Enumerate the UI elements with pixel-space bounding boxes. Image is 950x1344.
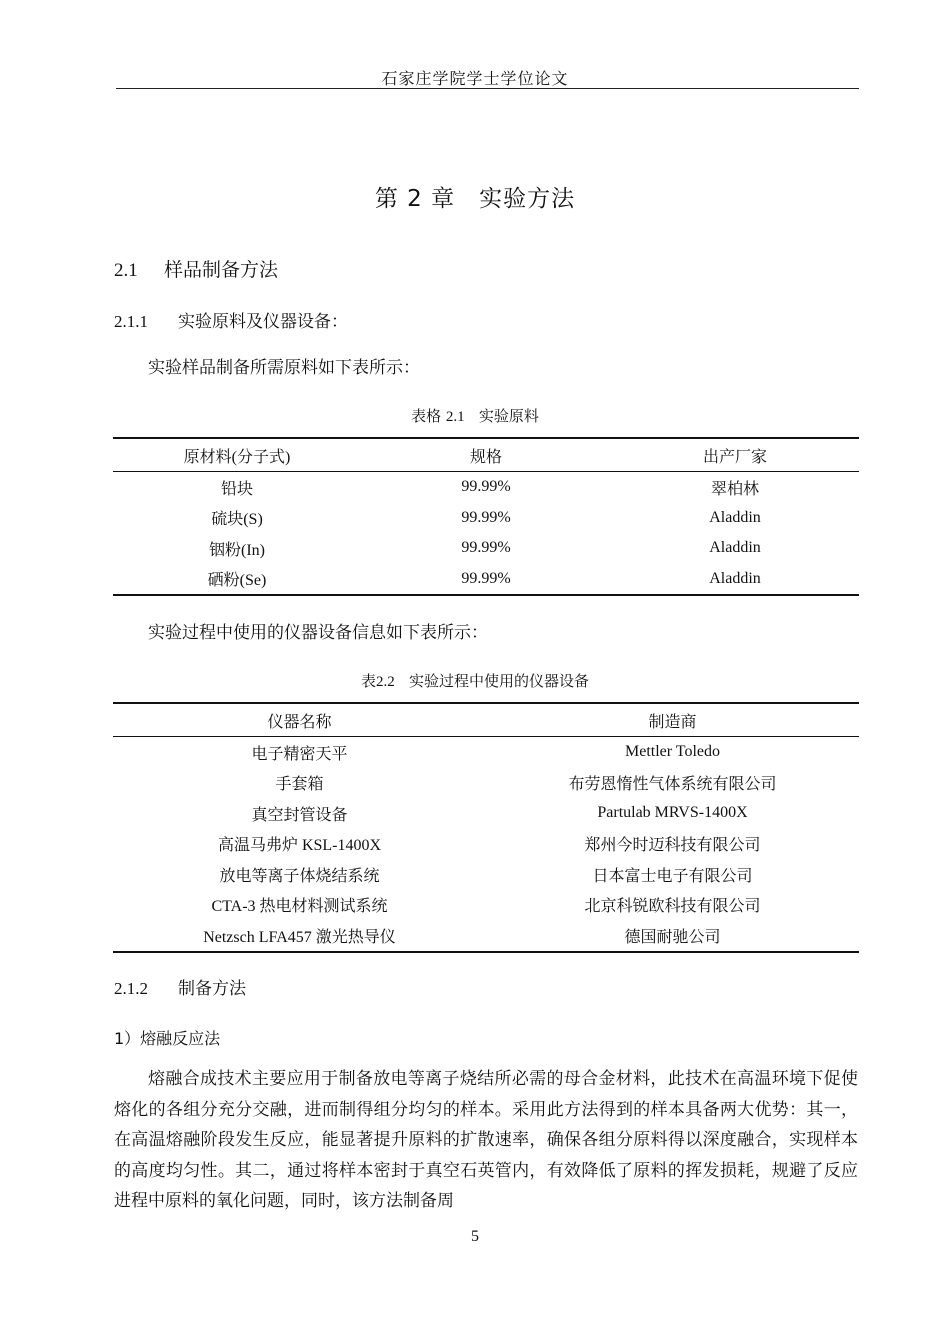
caption-number: 2.1 bbox=[445, 409, 465, 425]
table-cell: Aladdin bbox=[709, 539, 761, 557]
table-header-row bbox=[113, 438, 859, 472]
table-cell: 郑州今时迈科技有限公司 bbox=[584, 837, 761, 855]
table-cell: 铟粉(In) bbox=[209, 541, 265, 559]
section-heading-2-1-1 bbox=[114, 307, 348, 332]
table-cell: 99.99% bbox=[461, 508, 511, 526]
table-cell: 99.99% bbox=[461, 539, 511, 557]
table-cell: 布劳恩惰性气体系统有限公司 bbox=[568, 776, 777, 794]
table2-caption bbox=[0, 670, 950, 691]
table1-caption bbox=[0, 405, 950, 426]
table-cell: Netzsch LFA457 激光热导仪 bbox=[113, 920, 486, 952]
materials-table bbox=[113, 437, 859, 596]
header-rule bbox=[116, 88, 859, 89]
subsection-heading-1: 1）熔融反应法 bbox=[114, 1029, 221, 1048]
intro-equipment-text: 实验过程中使用的仪器设备信息如下表所示： bbox=[148, 623, 488, 642]
caption-title: 实验过程中使用的仪器设备 bbox=[409, 672, 590, 690]
section-number: 2.1.2 bbox=[114, 979, 148, 998]
table-row bbox=[113, 737, 859, 768]
column-header: 出产厂家 bbox=[611, 438, 859, 472]
section-title: 实验原料及仪器设备： bbox=[178, 312, 348, 332]
table-cell: Mettler Toledo bbox=[624, 743, 720, 761]
table-row bbox=[113, 564, 859, 596]
intro-materials-text: 实验样品制备所需原料如下表所示： bbox=[148, 358, 420, 377]
page-number: 5 bbox=[471, 1228, 479, 1245]
table-cell: 高温马弗炉 KSL-1400X bbox=[217, 837, 382, 855]
table-row bbox=[113, 472, 859, 503]
column-header: 原材料(分子式) bbox=[113, 438, 361, 472]
table-row bbox=[113, 503, 859, 534]
table-cell: 放电等离子体烧结系统 bbox=[219, 867, 380, 885]
section-title: 制备方法 bbox=[178, 979, 246, 999]
table-row bbox=[113, 798, 859, 829]
table-cell: 99.99% bbox=[461, 478, 511, 496]
column-header: 仪器名称 bbox=[113, 703, 486, 737]
table-header-row bbox=[113, 703, 859, 737]
section-title: 样品制备方法 bbox=[164, 259, 279, 281]
equipment-table bbox=[113, 702, 859, 953]
section-number: 2.1 bbox=[114, 260, 138, 281]
table-cell: 翠柏林 bbox=[710, 480, 759, 498]
table-row bbox=[113, 890, 859, 921]
running-header: 石家庄学院学士学位论文 bbox=[381, 71, 569, 88]
table-cell: Aladdin bbox=[709, 508, 761, 526]
table-cell: 硒粉(Se) bbox=[113, 564, 361, 596]
section-heading-2-1 bbox=[114, 255, 278, 282]
table-cell: 真空封管设备 bbox=[251, 806, 348, 824]
table-row bbox=[113, 920, 859, 952]
column-header: 制造商 bbox=[486, 703, 859, 737]
caption-prefix: 表格 bbox=[411, 407, 442, 425]
table-cell: 日本富士电子有限公司 bbox=[592, 867, 753, 885]
section-number: 2.1.1 bbox=[114, 312, 148, 331]
column-header: 规格 bbox=[361, 438, 611, 472]
table-cell: 99.99% bbox=[361, 564, 611, 596]
chapter-title: 第 2 章 实验方法 bbox=[374, 186, 576, 212]
table-cell: Aladdin bbox=[611, 564, 859, 596]
table-row bbox=[113, 768, 859, 799]
table-cell: 铅块 bbox=[220, 480, 253, 498]
table-cell: 德国耐驰公司 bbox=[486, 920, 859, 952]
table-cell: 硫块(S) bbox=[211, 511, 263, 529]
caption-title: 实验原料 bbox=[478, 407, 539, 425]
body-paragraph: 熔融合成技术主要应用于制备放电等离子烧结所必需的母合金材料，此技术在高温环境下促使熔化的各组分充分交融，进而制得组分均匀的样本。采用此方法得到的样本具备两大优势：其一，在高温熔融阶段发生反应，能显著提升原料的扩散速率，确保各组分原料得以深度融合，实现样本的高度均匀性。其二，通过将样本密封于真空石英管内，有效降低了原料的挥发损耗，规避了反应进程中原料的氧化问题，同时，该方法制备周 bbox=[114, 1069, 858, 1210]
table-row bbox=[113, 859, 859, 890]
table-row bbox=[113, 533, 859, 564]
table-row bbox=[113, 829, 859, 860]
table-cell: 手套箱 bbox=[275, 776, 324, 794]
section-heading-2-1-2 bbox=[114, 974, 246, 999]
table-cell: 北京科锐欧科技有限公司 bbox=[584, 898, 761, 916]
caption-number: 2.2 bbox=[375, 674, 395, 690]
caption-prefix: 表 bbox=[360, 672, 376, 690]
table-cell: CTA-3 热电材料测试系统 bbox=[211, 898, 388, 916]
table-cell: 电子精密天平 bbox=[251, 745, 348, 763]
table-cell: Partulab MRVS-1400X bbox=[597, 804, 748, 822]
